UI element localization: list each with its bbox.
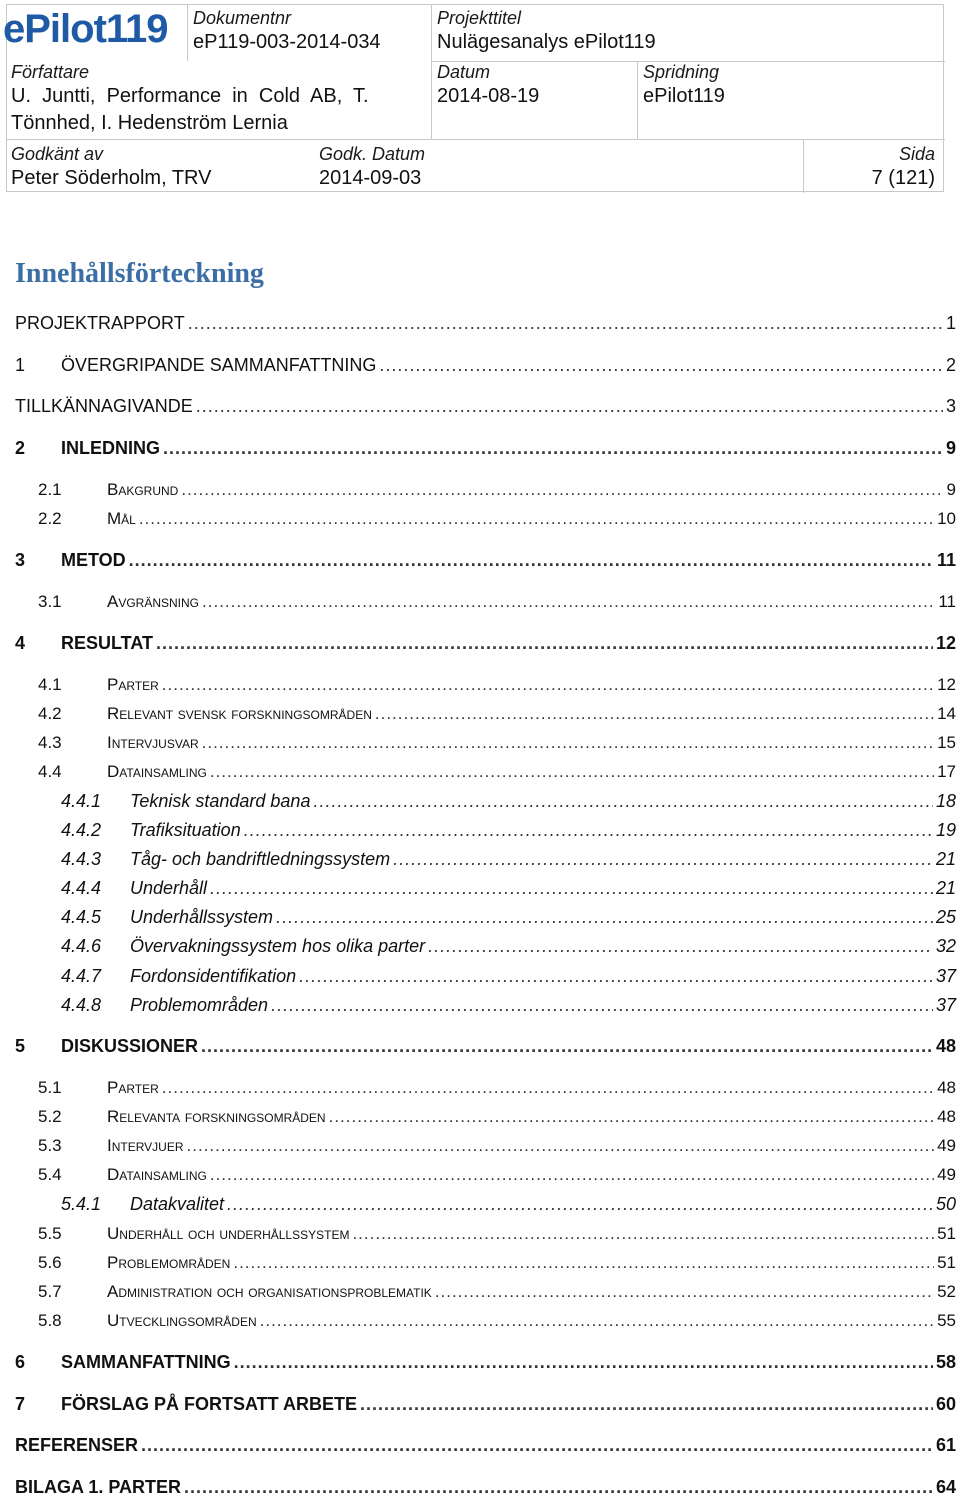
toc-leader-dots xyxy=(188,313,943,334)
toc-entry-title: Parter xyxy=(107,1078,159,1097)
toc-leader-dots xyxy=(329,1107,934,1127)
toc-entry[interactable] xyxy=(15,438,956,462)
toc-entry-title: Underhållssystem xyxy=(130,907,274,927)
toc-entry[interactable] xyxy=(38,1136,956,1160)
toc-leader-dots xyxy=(276,907,933,928)
toc-entry-number: 7 xyxy=(15,1394,26,1414)
toc-entry-number: 5 xyxy=(15,1036,26,1056)
toc-leader-dots xyxy=(184,1477,933,1498)
toc-entry[interactable] xyxy=(15,1435,956,1459)
toc-entry-page: 10 xyxy=(937,509,956,528)
toc-entry[interactable] xyxy=(38,1107,956,1131)
toc-entry-title: Bakgrund xyxy=(107,480,179,499)
toc-entry-number: 5.4.1 xyxy=(61,1194,102,1214)
toc-entry-page: 52 xyxy=(937,1282,956,1301)
doc-nr-label: Dokumentnr xyxy=(193,8,292,28)
toc-entry[interactable] xyxy=(15,1352,956,1376)
approved-value: Peter Söderholm, TRV xyxy=(11,167,212,189)
toc-entry-page: 17 xyxy=(937,762,956,781)
toc-entry-page: 48 xyxy=(937,1107,956,1126)
toc-leader-dots xyxy=(201,1036,933,1057)
logo: ePilot119 xyxy=(3,7,168,51)
toc-entry-title: SAMMANFATTNING xyxy=(61,1352,231,1372)
toc-leader-dots xyxy=(360,1394,933,1415)
toc-leader-dots xyxy=(227,1194,933,1215)
toc-entry-number: 6 xyxy=(15,1352,26,1372)
toc-entry[interactable] xyxy=(38,480,956,504)
toc-entry-number: 5.5 xyxy=(38,1224,62,1243)
toc-leader-dots xyxy=(379,355,943,376)
toc-entry-number: 4.3 xyxy=(38,733,62,752)
toc-entry-page: 21 xyxy=(935,849,956,869)
toc-entry-title: Avgränsning xyxy=(107,592,200,611)
toc-entry-title: PROJEKTRAPPORT xyxy=(15,313,185,333)
toc-entry-page: 1 xyxy=(945,313,956,333)
toc-entry-title: Trafiksituation xyxy=(130,820,241,840)
toc-entry-title: Övervakningssystem hos olika parter xyxy=(130,936,426,956)
toc-entry-number: 5.4 xyxy=(38,1165,62,1184)
toc-entry-number: 4.4 xyxy=(38,762,62,781)
toc-entry-number: 2 xyxy=(15,438,26,458)
toc-entry[interactable] xyxy=(38,509,956,533)
toc-entry-page: 48 xyxy=(937,1078,956,1097)
toc-entry-title: Problemområden xyxy=(107,1253,231,1272)
toc-entry[interactable] xyxy=(38,1078,956,1102)
toc-entry-title: Mål xyxy=(107,509,136,528)
approved-date-label: Godk. Datum xyxy=(319,144,426,164)
toc-entry-number: 1 xyxy=(15,355,26,375)
toc-leader-dots xyxy=(299,966,933,987)
toc-entry-title: Utvecklingsområden xyxy=(107,1311,257,1330)
toc-leader-dots xyxy=(210,762,934,782)
toc-entry-page: 64 xyxy=(935,1477,956,1497)
toc-entry[interactable] xyxy=(61,936,956,960)
toc-entry[interactable] xyxy=(15,355,956,379)
toc-entry-page: 2 xyxy=(945,355,956,375)
approved-date-cell xyxy=(319,143,425,192)
toc-leader-dots xyxy=(393,849,933,870)
toc-entry-page: 32 xyxy=(935,936,956,956)
toc-entry-title: TILLKÄNNAGIVANDE xyxy=(15,396,193,416)
toc-entry-number: 5.3 xyxy=(38,1136,62,1155)
toc-leader-dots xyxy=(162,675,934,695)
toc-leader-dots xyxy=(210,1165,934,1185)
toc-entry-number: 4.2 xyxy=(38,704,62,723)
toc-entry-page: 9 xyxy=(946,480,956,499)
toc-entry-page: 21 xyxy=(935,878,956,898)
toc-entry-title: Datakvalitet xyxy=(130,1194,225,1214)
toc-entry[interactable] xyxy=(38,1165,956,1189)
distribution-cell xyxy=(643,61,725,110)
toc-entry-page: 18 xyxy=(935,791,956,811)
toc-entry[interactable] xyxy=(61,995,956,1019)
toc-entry-page: 49 xyxy=(937,1136,956,1155)
distribution-value: ePilot119 xyxy=(643,85,725,107)
toc-entry-number: 4.4.5 xyxy=(61,907,102,927)
toc-entry[interactable] xyxy=(15,550,956,574)
toc-entry[interactable] xyxy=(61,820,956,844)
toc-entry-number: 4.4.6 xyxy=(61,936,102,956)
toc-leader-dots xyxy=(141,1435,933,1456)
toc-leader-dots xyxy=(163,438,943,459)
date-cell xyxy=(437,61,539,110)
date-value: 2014-08-19 xyxy=(437,85,540,107)
doc-nr-value: eP119-003-2014-034 xyxy=(193,31,381,53)
toc-entry[interactable] xyxy=(38,1311,956,1335)
approved-cell xyxy=(11,143,211,192)
project-title-cell xyxy=(437,7,656,56)
toc-entry-title: Relevant svensk forskningsområden xyxy=(107,704,372,723)
toc-entry-title: FÖRSLAG PÅ FORTSATT ARBETE xyxy=(61,1394,357,1414)
toc-entry-number: 5.2 xyxy=(38,1107,62,1126)
toc-entry-page: 37 xyxy=(935,995,956,1015)
toc-title: Innehållsförteckning xyxy=(15,258,264,289)
toc-entry-page: 51 xyxy=(937,1253,956,1272)
author-label: Författare xyxy=(11,62,90,82)
toc-entry-page: 11 xyxy=(936,550,956,570)
toc-entry-page: 11 xyxy=(938,592,956,611)
toc-entry[interactable] xyxy=(38,1253,956,1277)
toc-leader-dots xyxy=(260,1311,934,1331)
page-cell xyxy=(872,143,935,192)
toc-leader-dots xyxy=(187,1136,935,1156)
toc-entry-page: 58 xyxy=(935,1352,956,1372)
toc-entry-title: Datainsamling xyxy=(107,1165,207,1184)
toc-leader-dots xyxy=(428,936,933,957)
toc-entry-number: 4.4.8 xyxy=(61,995,102,1015)
toc-entry[interactable] xyxy=(38,592,956,616)
toc-entry-title: ÖVERGRIPANDE SAMMANFATTNING xyxy=(61,355,377,375)
toc-entry[interactable] xyxy=(61,791,956,815)
toc-entry[interactable] xyxy=(38,762,956,786)
distribution-label: Spridning xyxy=(643,62,720,82)
toc-entry-page: 15 xyxy=(937,733,956,752)
toc-leader-dots xyxy=(313,791,933,812)
toc-leader-dots xyxy=(352,1224,934,1244)
toc-entry[interactable] xyxy=(15,313,956,337)
toc-entry-page: 9 xyxy=(945,438,956,458)
toc-leader-dots xyxy=(244,820,933,841)
document-header xyxy=(3,4,944,192)
author-line-1: U. Juntti, Performance in Cold AB, T. xyxy=(11,85,369,107)
toc-entry[interactable] xyxy=(15,1394,956,1418)
toc-entry-number: 5.7 xyxy=(38,1282,62,1301)
toc-leader-dots xyxy=(156,633,933,654)
toc-entry-page: 51 xyxy=(937,1224,956,1243)
page-value: 7 (121) xyxy=(871,167,935,189)
toc-entry[interactable] xyxy=(15,1477,956,1501)
toc-entry-title: Underhåll och underhållssystem xyxy=(107,1224,350,1243)
toc-entry-title: Teknisk standard bana xyxy=(130,791,311,811)
toc-entry-title: Intervjuer xyxy=(107,1136,184,1155)
approved-label: Godkänt av xyxy=(11,144,104,164)
toc-leader-dots xyxy=(196,396,943,417)
toc-entry-page: 12 xyxy=(935,633,956,653)
toc-entry[interactable] xyxy=(61,878,956,902)
toc-entry-number: 4.4.1 xyxy=(61,791,102,811)
toc-entry-number: 4.4.4 xyxy=(61,878,102,898)
toc-entry-page: 48 xyxy=(935,1036,956,1056)
toc-entry[interactable] xyxy=(61,1194,956,1218)
toc-entry-page: 60 xyxy=(935,1394,956,1414)
toc-leader-dots xyxy=(435,1282,934,1302)
toc-entry-title: Underhåll xyxy=(130,878,208,898)
toc-entry-number: 5.1 xyxy=(38,1078,62,1097)
toc-entry-title: INLEDNING xyxy=(61,438,160,458)
toc-entry[interactable] xyxy=(38,704,956,728)
toc-entry[interactable] xyxy=(38,1282,956,1306)
toc-entry-title: Fordonsidentifikation xyxy=(130,966,297,986)
toc-entry-page: 25 xyxy=(935,907,956,927)
toc-entry-title: Relevanta forskningsområden xyxy=(107,1107,326,1126)
toc-leader-dots xyxy=(202,733,934,753)
toc-entry-page: 12 xyxy=(937,675,956,694)
toc-entry-page: 50 xyxy=(935,1194,956,1214)
toc-entry-title: DISKUSSIONER xyxy=(61,1036,199,1056)
toc-entry-page: 19 xyxy=(935,820,956,840)
toc-entry-number: 3 xyxy=(15,550,26,570)
toc-entry-number: 5.6 xyxy=(38,1253,62,1272)
toc-entry-number: 4.4.2 xyxy=(61,820,102,840)
toc-entry-number: 4 xyxy=(15,633,26,653)
approved-date-value: 2014-09-03 xyxy=(319,167,422,189)
toc-leader-dots xyxy=(233,1253,934,1273)
toc-entry-title: Parter xyxy=(107,675,159,694)
toc-leader-dots xyxy=(129,550,934,571)
toc-entry-page: 37 xyxy=(935,966,956,986)
toc-entry-number: 4.1 xyxy=(38,675,62,694)
toc-entry-page: 61 xyxy=(935,1435,956,1455)
toc-leader-dots xyxy=(162,1078,934,1098)
toc-entry-number: 4.4.7 xyxy=(61,966,102,986)
toc-entry-number: 3.1 xyxy=(38,592,62,611)
toc-entry-title: BILAGA 1. PARTER xyxy=(15,1477,182,1497)
toc-entry-page: 55 xyxy=(937,1311,956,1330)
toc-entry-title: Problemområden xyxy=(130,995,269,1015)
toc-entry-number: 4.4.3 xyxy=(61,849,102,869)
page-label: Sida xyxy=(898,144,935,164)
toc-entry-page: 14 xyxy=(937,704,956,723)
toc-entry-title: Administration och organisationsproblematik xyxy=(107,1282,432,1301)
toc-entry[interactable] xyxy=(61,907,956,931)
author-line-2: Tönnhed, I. Hedenström Lernia xyxy=(11,112,288,134)
toc-entry[interactable] xyxy=(61,966,956,990)
toc-entry[interactable] xyxy=(38,733,956,757)
toc-entry-page: 3 xyxy=(945,396,956,416)
toc-entry-title: RESULTAT xyxy=(61,633,153,653)
date-label: Datum xyxy=(437,62,491,82)
toc-entry[interactable] xyxy=(15,1036,956,1060)
toc-entry-page: 49 xyxy=(937,1165,956,1184)
project-title-label: Projekttitel xyxy=(437,8,522,28)
toc-entry[interactable] xyxy=(61,849,956,873)
toc-entry[interactable] xyxy=(15,396,956,420)
toc-entry[interactable] xyxy=(15,633,956,657)
toc-leader-dots xyxy=(210,878,933,899)
toc-entry[interactable] xyxy=(38,1224,956,1248)
toc-entry-number: 2.1 xyxy=(38,480,62,499)
toc-entry-number: 5.8 xyxy=(38,1311,62,1330)
toc-leader-dots xyxy=(271,995,933,1016)
author-cell xyxy=(11,61,425,137)
doc-nr-cell xyxy=(193,7,381,56)
toc-entry-number: 2.2 xyxy=(38,509,62,528)
toc-entry-title: Intervjusvar xyxy=(107,733,199,752)
toc-entry-title: METOD xyxy=(61,550,126,570)
toc-leader-dots xyxy=(181,480,943,500)
toc-entry[interactable] xyxy=(38,675,956,699)
toc-entry-title: Datainsamling xyxy=(107,762,207,781)
toc-entry-title: Tåg- och bandriftledningssystem xyxy=(130,849,391,869)
toc-entry-title: REFERENSER xyxy=(15,1435,139,1455)
toc-leader-dots xyxy=(202,592,935,612)
project-title-value: Nulägesanalys ePilot119 xyxy=(437,31,656,53)
toc-leader-dots xyxy=(234,1352,933,1373)
toc-leader-dots xyxy=(375,704,934,724)
toc-leader-dots xyxy=(139,509,934,529)
